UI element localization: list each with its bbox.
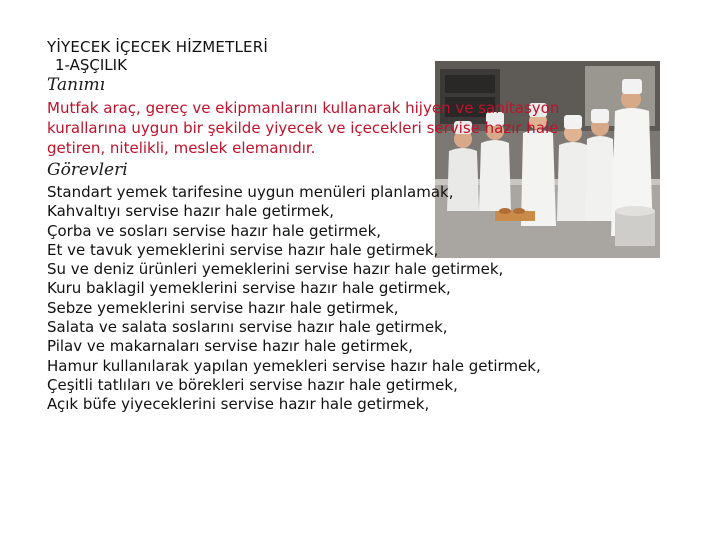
duty-item: Salata ve salata soslarını servise hazır hale getirmek, (47, 318, 448, 337)
duty-item: Açık büfe yiyeceklerini servise hazır hale getirmek, (47, 395, 430, 414)
duties-list (47, 183, 712, 415)
duty-item: Et ve tavuk yemeklerini servise hazır hale getirmek, (47, 240, 439, 259)
definition-line: kurallarına uygun bir şekilde yiyecek ve içecekleri servise hazır hale (47, 119, 559, 137)
duty-item: Standart yemek tarifesine uygun menüleri planlamak, (47, 183, 454, 201)
definition-text (47, 98, 712, 158)
duty-item: Kahvaltıyı servise hazır hale getirmek, (47, 202, 334, 221)
document-title: YİYECEK İÇECEK HİZMETLERİ (47, 38, 268, 56)
duty-item: Pilav ve makarnaları servise hazır hale getirmek, (47, 337, 413, 356)
document-body (47, 38, 712, 415)
duty-item: Hamur kullanılarak yapılan yemekleri servise hazır hale getirmek, (47, 356, 541, 375)
duties-heading: Görevleri (47, 160, 128, 180)
duty-item: Sebze yemeklerini servise hazır hale getirmek, (47, 298, 399, 317)
duty-item: Su ve deniz ürünleri yemeklerini servise hazır hale getirmek, (47, 260, 504, 279)
document-subtitle: 1-AŞÇILIK (55, 56, 127, 74)
duty-item: Çorba ve sosları servise hazır hale getirmek, (47, 221, 382, 240)
duty-item: Çeşitli tatlıları ve börekleri servise hazır hale getirmek, (47, 375, 458, 394)
duty-item: Kuru baklagil yemeklerini servise hazır hale getirmek, (47, 279, 451, 298)
definition-line: Mutfak araç, gereç ve ekipmanlarını kullanarak hijyen ve sanitasyon (47, 99, 560, 117)
definition-line: getiren, nitelikli, meslek elemanıdır. (47, 139, 316, 157)
definition-heading: Tanımı (47, 75, 106, 95)
